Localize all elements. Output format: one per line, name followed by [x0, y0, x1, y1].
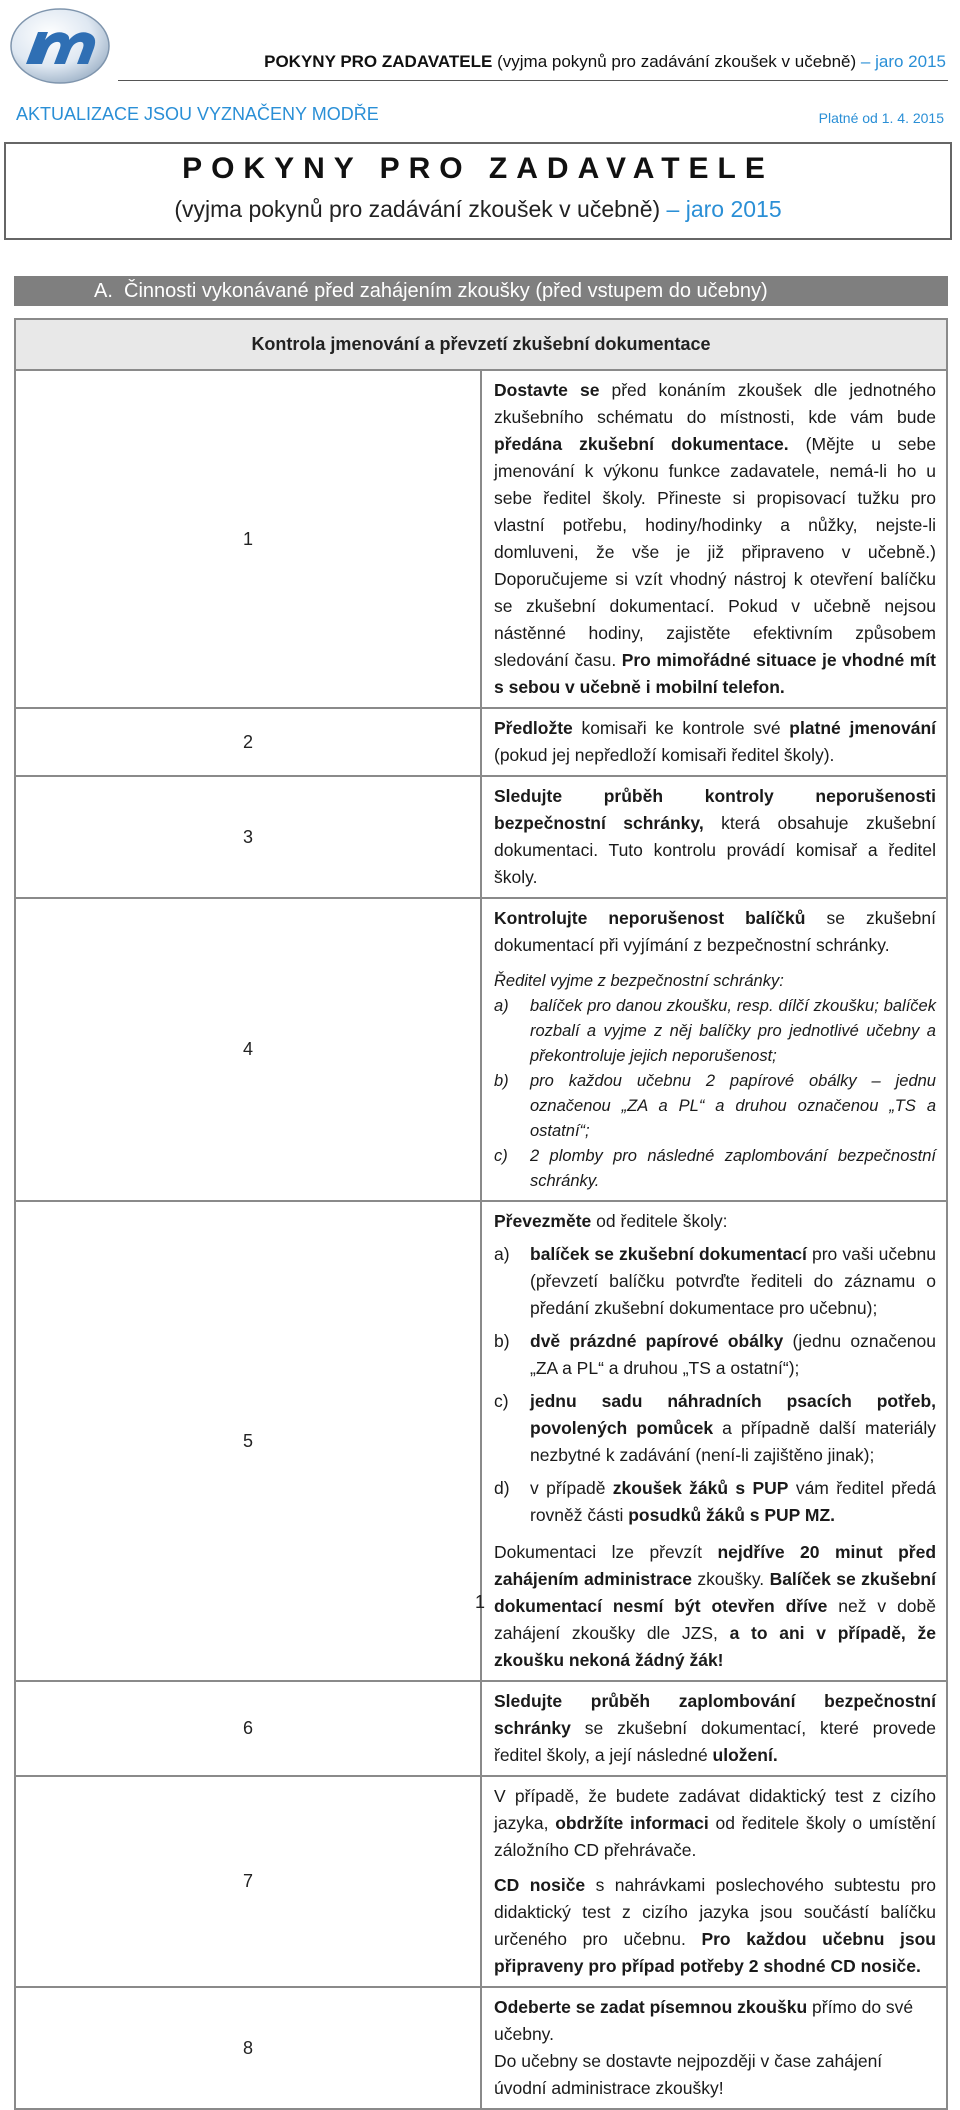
- row-number: 2: [15, 708, 481, 776]
- row-content: Dostavte se před konáním zkoušek dle jednotného zkušebního schématu do místnosti, kde vám bude předána zkušební dokumentace. (Mějte u sebe jmenování k výkonu funkce zadavatele, nemá-li ho u sebe ředitel školy. Přineste si propisovací tužku pro vlastní potřebu, hodiny/hodinky a nůžky, nejste-li domluveni, že vše je již připraveno v učebně.) Doporučujeme si vzít vhodný nástroj k otevření balíčku se zkušební dokumentací. Pokud v učebně nejsou nástěnné hodiny, zajistěte efektivním způsobem sledování času. Pro mimořádné situace je vhodné mít s sebou v učebně i mobilní telefon.: [481, 370, 947, 708]
- update-note: AKTUALIZACE JSOU VYZNAČENY MODŘE: [16, 104, 379, 124]
- handover-list: [494, 1241, 936, 1529]
- header-title: POKYNY PRO ZADAVATELE (vyjma pokynů pro zadávání zkoušek v učebně) – jaro 2015: [264, 52, 946, 71]
- header-divider: [118, 80, 948, 81]
- table-row: [15, 1681, 947, 1776]
- table-row: [15, 370, 947, 708]
- title-box: [4, 142, 952, 240]
- list-item: b) dvě prázdné papírové obálky (jednu označenou „ZA a PL“ a druhou „TS a ostatní“);: [494, 1331, 937, 1378]
- table-row: [15, 1776, 947, 1987]
- table-row: [15, 898, 947, 1201]
- row-content: V případě, že budete zadávat didaktický test z cizího jazyka, obdržíte informaci od ředitele školy o umístění záložního CD přehrávače. CD nosiče s nahrávkami poslechového subtestu pro didaktický test z cizího jazyka jsou součástí balíčku určeného pro učebnu. Pro každou učebnu jsou připraveny pro případ potřeby 2 shodné CD nosiče.: [481, 1776, 947, 1987]
- document-subtitle: (vyjma pokynů pro zadávání zkoušek v učebně) – jaro 2015: [174, 196, 782, 222]
- table-row: [15, 708, 947, 776]
- row-content: Převezměte od ředitele školy: a) balíček se zkušební dokumentací pro vaši učebnu (převzetí balíčku potvrďte řediteli do záznamu o předání zkušební dokumentace pro učebnu); b) dvě prázdné papírové obálky (jednu označenou „ZA a PL“ a druhou „TS a ostatní“); c) jednu sadu náhradních psacích potřeb, povolených pomůcek a případně další materiály nezbytné k zadávání (není-li zajištěno jinak); d) v případě zkoušek žáků s PUP vám ředitel předá rovněž části posudků žáků s PUP MZ. Dokumentaci lze převzít nejdříve 20 minut před zahájením administrace zkoušky. Balíček se zkušební dokumentací nesmí být otevřen dříve než v době zahájení zkoušky dle JZS, a to ani v případě, že zkoušku nekoná žádný žák!: [481, 1201, 947, 1681]
- list-item: a) balíček pro danou zkoušku, resp. dílčí zkoušku; balíček rozbalí a vyjme z něj balíčky pro jednotlivé učebny a překontroluje jejich neporušenost;: [494, 997, 936, 1065]
- row-content: Předložte komisaři ke kontrole své platné jmenování (pokud jej nepředloží komisaři ředitel školy).: [481, 708, 947, 776]
- row-content: Odeberte se zadat písemnou zkoušku přímo do své učebny. Do učebny se dostavte nejpozději v čase zahájení úvodní administrace zkoušky!: [481, 1987, 947, 2109]
- row-content: Kontrolujte neporušenost balíčků se zkušební dokumentací při vyjímání z bezpečnostní schránky. Ředitel vyjme z bezpečnostní schránky: a) balíček pro danou zkoušku, resp. dílčí zkoušku; balíček rozbalí a vyjme z něj balíčky pro jednotlivé učebny a překontroluje jejich neporušenost; b) pro každou učebnu 2 papírové obálky – jednu označenou „ZA a PL“ a druhou označenou „TS a ostatní“; c) 2 plomby pro následné zaplombování bezpečnostní schránky.: [481, 898, 947, 1201]
- list-item: a) balíček se zkušební dokumentací pro vaši učebnu (převzetí balíčku potvrďte řediteli do záznamu o předání zkušební dokumentace pro učebnu);: [494, 1244, 936, 1318]
- page-number: 1: [474, 1592, 485, 1612]
- row-number: 1: [15, 370, 481, 708]
- document-title: POKYNY PRO ZADAVATELE: [182, 152, 774, 185]
- director-note: Ředitel vyjme z bezpečnostní schránky:: [494, 972, 784, 990]
- row-number: 7: [15, 1776, 481, 1987]
- list-item: b) pro každou učebnu 2 papírové obálky – jednu označenou „ZA a PL“ a druhou označenou „TS a ostatní“;: [494, 1072, 936, 1140]
- section-heading: A. Činnosti vykonávané před zahájením zkoušky (před vstupem do učebny): [14, 276, 948, 306]
- row-number: 8: [15, 1987, 481, 2109]
- table-row: [15, 776, 947, 898]
- row-number: 5: [15, 1201, 481, 1681]
- list-item: c) 2 plomby pro následné zaplombování bezpečnostní schránky.: [494, 1147, 936, 1190]
- logo-icon: [8, 6, 112, 86]
- row-number: 3: [15, 776, 481, 898]
- row-content: Sledujte průběh kontroly neporušenosti bezpečnostní schránky, která obsahuje zkušební dokumentaci. Tuto kontrolu provádí komisař a ředitel školy.: [481, 776, 947, 898]
- instructions-table: [14, 318, 948, 2110]
- table-row: [15, 1987, 947, 2109]
- table-header: Kontrola jmenování a převzetí zkušební dokumentace: [15, 319, 947, 370]
- row-number: 4: [15, 898, 481, 1201]
- row-number: 6: [15, 1681, 481, 1776]
- row-content: Sledujte průběh zaplombování bezpečnostní schránky se zkušební dokumentací, které provede ředitel školy, a její následné uložení.: [481, 1681, 947, 1776]
- list-item: c) jednu sadu náhradních psacích potřeb, povolených pomůcek a případně další materiály nezbytné k zadávání (není-li zajištěno jinak);: [494, 1391, 936, 1465]
- director-list: [494, 994, 936, 1194]
- valid-from-date: Platné od 1. 4. 2015: [818, 110, 944, 126]
- list-item: d) v případě zkoušek žáků s PUP vám ředitel předá rovněž části posudků žáků s PUP MZ.: [494, 1478, 936, 1525]
